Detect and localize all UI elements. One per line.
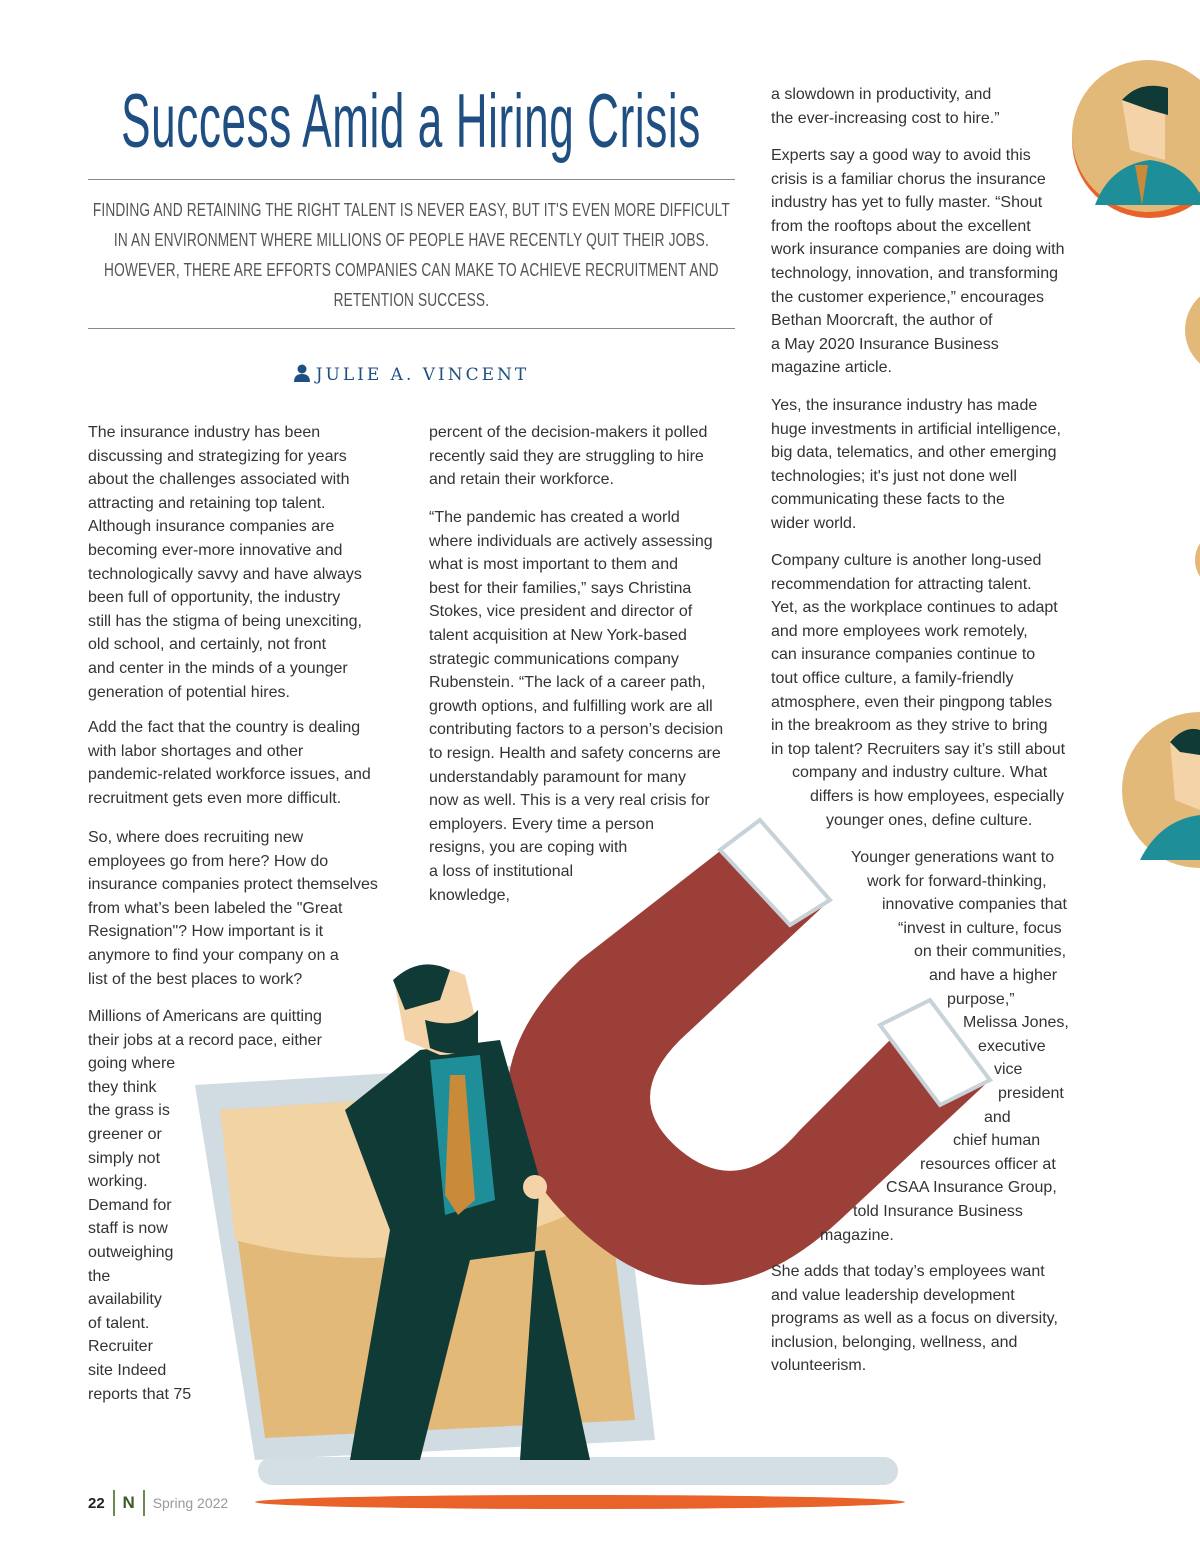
- text-line: can insurance companies continue to: [771, 646, 1036, 664]
- text-line: what is most important to them and: [429, 556, 678, 574]
- text-line: generation of potential hires.: [88, 683, 290, 701]
- text-line: discussing and strategizing for years: [88, 447, 347, 465]
- text-line: innovative companies that: [882, 896, 1067, 914]
- text-line: vice: [994, 1061, 1023, 1079]
- text-line: understandably paramount for many: [429, 768, 687, 786]
- text-line: best for their families,” says Christina: [429, 579, 692, 597]
- col1-paragraph: [88, 1005, 322, 1406]
- text-line: working.: [88, 1173, 148, 1191]
- text-line: simply not: [88, 1149, 161, 1167]
- text-line: Stokes, vice president and director of: [429, 603, 693, 621]
- text-line: the grass is: [88, 1102, 170, 1120]
- text-line: anymore to find your company on a: [88, 946, 339, 964]
- article-title-text: Success Amid a Hiring Crisis: [121, 79, 701, 164]
- article-deck-text: FINDING AND RETAINING THE RIGHT TALENT IS NEVER EASY, BUT IT'S EVEN MORE DIFFICULT IN AN ENVIRONMENT WHERE MILLIONS OF PEOPLE HAVE RECENTLY QUIT THEIR JOBS. HOWEVER, THERE ARE EFFORTS COMPANIES CAN MAKE TO ACHIEVE RECRUITMENT AND RETENTION SUCCESS.: [92, 199, 730, 310]
- text-line: their jobs at a record pace, either: [88, 1031, 322, 1049]
- col1-paragraph: [88, 421, 362, 704]
- text-line: of talent.: [88, 1314, 150, 1332]
- text-line: big data, telematics, and other emerging: [771, 444, 1057, 462]
- avatar-circle-partial: [1195, 530, 1200, 590]
- text-line: outweighing: [88, 1243, 174, 1261]
- text-line: growth options, and fulfilling work are all: [429, 697, 713, 715]
- text-line: crisis is a familiar chorus the insurance: [771, 170, 1046, 188]
- text-line: attracting and retaining top talent.: [88, 494, 326, 512]
- text-line: the: [88, 1267, 111, 1285]
- page-number: 22: [88, 1494, 105, 1512]
- text-line: reports that 75: [88, 1385, 192, 1403]
- author-name: JULIE A. VINCENT: [315, 365, 530, 385]
- text-line: and more employees work remotely,: [771, 622, 1028, 640]
- text-line: Experts say a good way to avoid this: [771, 147, 1031, 164]
- text-line: resigns, you are coping with: [429, 839, 628, 857]
- col3-paragraph: [771, 144, 1064, 380]
- text-line: percent of the decision-makers it polled: [429, 424, 708, 441]
- col2-paragraph: [429, 506, 723, 907]
- text-line: tout office culture, a family-friendly: [771, 669, 1014, 687]
- text-line: the ever-increasing cost to hire.”: [771, 109, 1000, 127]
- col3-paragraph: [771, 549, 1065, 832]
- text-line: Yes, the insurance industry has made: [771, 397, 1038, 414]
- text-line: magazine.: [820, 1226, 894, 1244]
- text-line: from what’s been labeled the "Great: [88, 899, 343, 917]
- text-line: technologies; it's just not done well: [771, 467, 1017, 485]
- col1-paragraph: [88, 716, 371, 810]
- text-line: from the rooftops about the excellent: [771, 217, 1031, 235]
- text-line: and retain their workforce.: [429, 471, 614, 489]
- text-line: becoming ever-more innovative and: [88, 541, 343, 559]
- avatar-circle-lower: [1122, 712, 1200, 868]
- text-line: volunteerism.: [771, 1357, 867, 1375]
- text-line: Recruiter: [88, 1338, 153, 1356]
- text-line: magazine article.: [771, 359, 892, 377]
- text-line: old school, and certainly, not front: [88, 636, 327, 654]
- text-line: Bethan Moorcraft, the author of: [771, 312, 993, 330]
- text-line: employees go from here? How do: [88, 852, 329, 870]
- text-line: to resign. Health and safety concerns are: [429, 744, 721, 762]
- text-line: Younger generations want to: [851, 849, 1055, 866]
- text-line: industry has yet to fully master. “Shout: [771, 194, 1043, 212]
- text-line: insurance companies protect themselves: [88, 876, 378, 894]
- text-line: communicating these facts to the: [771, 491, 1005, 509]
- text-line: technology, innovation, and transforming: [771, 264, 1058, 282]
- text-line: executive: [978, 1037, 1046, 1055]
- text-line: employers. Every time a person: [429, 815, 654, 833]
- text-line: She adds that today’s employees want: [771, 1263, 1045, 1280]
- text-line: technologically savvy and have always: [88, 565, 362, 583]
- article-deck: [88, 195, 735, 317]
- col3-paragraph: [771, 846, 1069, 1247]
- text-line: a slowdown in productivity, and: [771, 86, 992, 103]
- text-line: So, where does recruiting new: [88, 829, 304, 846]
- col3-paragraph: [771, 1260, 1058, 1378]
- text-line: in top talent? Recruiters say it’s still about: [771, 740, 1066, 758]
- text-line: recruitment gets even more difficult.: [88, 789, 342, 807]
- text-line: and: [984, 1108, 1011, 1126]
- text-line: they think: [88, 1078, 157, 1096]
- text-line: The insurance industry has been: [88, 424, 321, 441]
- text-line: still has the stigma of being unexciting,: [88, 612, 362, 630]
- text-line: now as well. This is a very real crisis for: [429, 792, 710, 810]
- text-line: and center in the minds of a younger: [88, 659, 348, 677]
- text-line: availability: [88, 1291, 162, 1309]
- issue-date: Spring 2022: [152, 1495, 229, 1511]
- text-line: in the breakroom as they strive to bring: [771, 717, 1048, 735]
- text-line: pandemic-related workforce issues, and: [88, 766, 371, 784]
- person-icon: [294, 364, 310, 382]
- text-line: and value leadership development: [771, 1286, 1015, 1304]
- text-line: work for forward-thinking,: [867, 872, 1047, 890]
- text-line: programs as well as a focus on diversity,: [771, 1310, 1058, 1328]
- text-line: wider world.: [771, 514, 857, 532]
- text-line: Yet, as the workplace continues to adapt: [771, 599, 1058, 617]
- col3-paragraph: [771, 394, 1061, 536]
- col3-paragraph: [771, 83, 1000, 130]
- divider: [88, 328, 735, 329]
- col1-paragraph: [88, 826, 378, 991]
- text-line: with labor shortages and other: [88, 742, 304, 760]
- text-line: “The pandemic has created a world: [429, 509, 680, 526]
- text-line: Millions of Americans are quitting: [88, 1008, 322, 1025]
- text-line: knowledge,: [429, 886, 510, 904]
- text-line: younger ones, define culture.: [826, 811, 1033, 829]
- text-line: huge investments in artificial intelligence,: [771, 420, 1061, 438]
- text-line: been full of opportunity, the industry: [88, 589, 341, 607]
- text-line: CSAA Insurance Group,: [886, 1179, 1057, 1197]
- text-line: inclusion, belonging, wellness, and: [771, 1333, 1018, 1351]
- text-line: purpose,”: [947, 990, 1015, 1008]
- text-line: president: [998, 1084, 1064, 1102]
- text-line: strategic communications company: [429, 650, 679, 668]
- text-line: about the challenges associated with: [88, 471, 350, 489]
- text-line: company and industry culture. What: [792, 764, 1048, 782]
- text-line: chief human: [953, 1132, 1041, 1150]
- avatar-circle-top: [1072, 60, 1200, 218]
- byline: [88, 364, 735, 385]
- text-line: atmosphere, even their pingpong tables: [771, 693, 1053, 711]
- text-line: going where: [88, 1055, 176, 1073]
- text-line: greener or: [88, 1125, 162, 1143]
- text-line: Melissa Jones,: [963, 1014, 1069, 1032]
- text-line: Add the fact that the country is dealing: [88, 719, 361, 736]
- text-line: differs is how employees, especially: [810, 787, 1065, 805]
- text-line: site Indeed: [88, 1361, 167, 1379]
- text-line: talent acquisition at New York-based: [429, 626, 687, 644]
- text-line: the customer experience,” encourages: [771, 288, 1045, 306]
- text-line: staff is now: [88, 1220, 168, 1238]
- text-line: on their communities,: [914, 943, 1067, 961]
- col2-paragraph: [429, 421, 707, 492]
- text-line: contributing factors to a person’s decision: [429, 721, 724, 739]
- text-line: Although insurance companies are: [88, 518, 335, 536]
- avatar-circle-partial: [1185, 285, 1200, 375]
- text-line: Resignation"? How important is it: [88, 923, 324, 941]
- magazine-logo: N: [113, 1490, 145, 1516]
- text-line: told Insurance Business: [853, 1202, 1023, 1220]
- text-line: a loss of institutional: [429, 862, 574, 880]
- text-line: list of the best places to work?: [88, 970, 303, 988]
- text-line: work insurance companies are doing with: [771, 241, 1065, 259]
- text-line: recently said they are struggling to hire: [429, 447, 704, 465]
- text-line: Company culture is another long-used: [771, 552, 1042, 569]
- text-line: Rubenstein. “The lack of a career path,: [429, 674, 706, 692]
- text-line: and have a higher: [929, 966, 1058, 984]
- text-line: where individuals are actively assessing: [429, 532, 713, 550]
- text-line: a May 2020 Insurance Business: [771, 335, 999, 353]
- text-line: resources officer at: [920, 1155, 1056, 1173]
- page-footer: [88, 1490, 228, 1516]
- text-line: recommendation for attracting talent.: [771, 575, 1032, 593]
- divider: [88, 179, 735, 180]
- article-title: [88, 78, 734, 168]
- text-line: “invest in culture, focus: [898, 919, 1062, 937]
- text-line: Demand for: [88, 1196, 172, 1214]
